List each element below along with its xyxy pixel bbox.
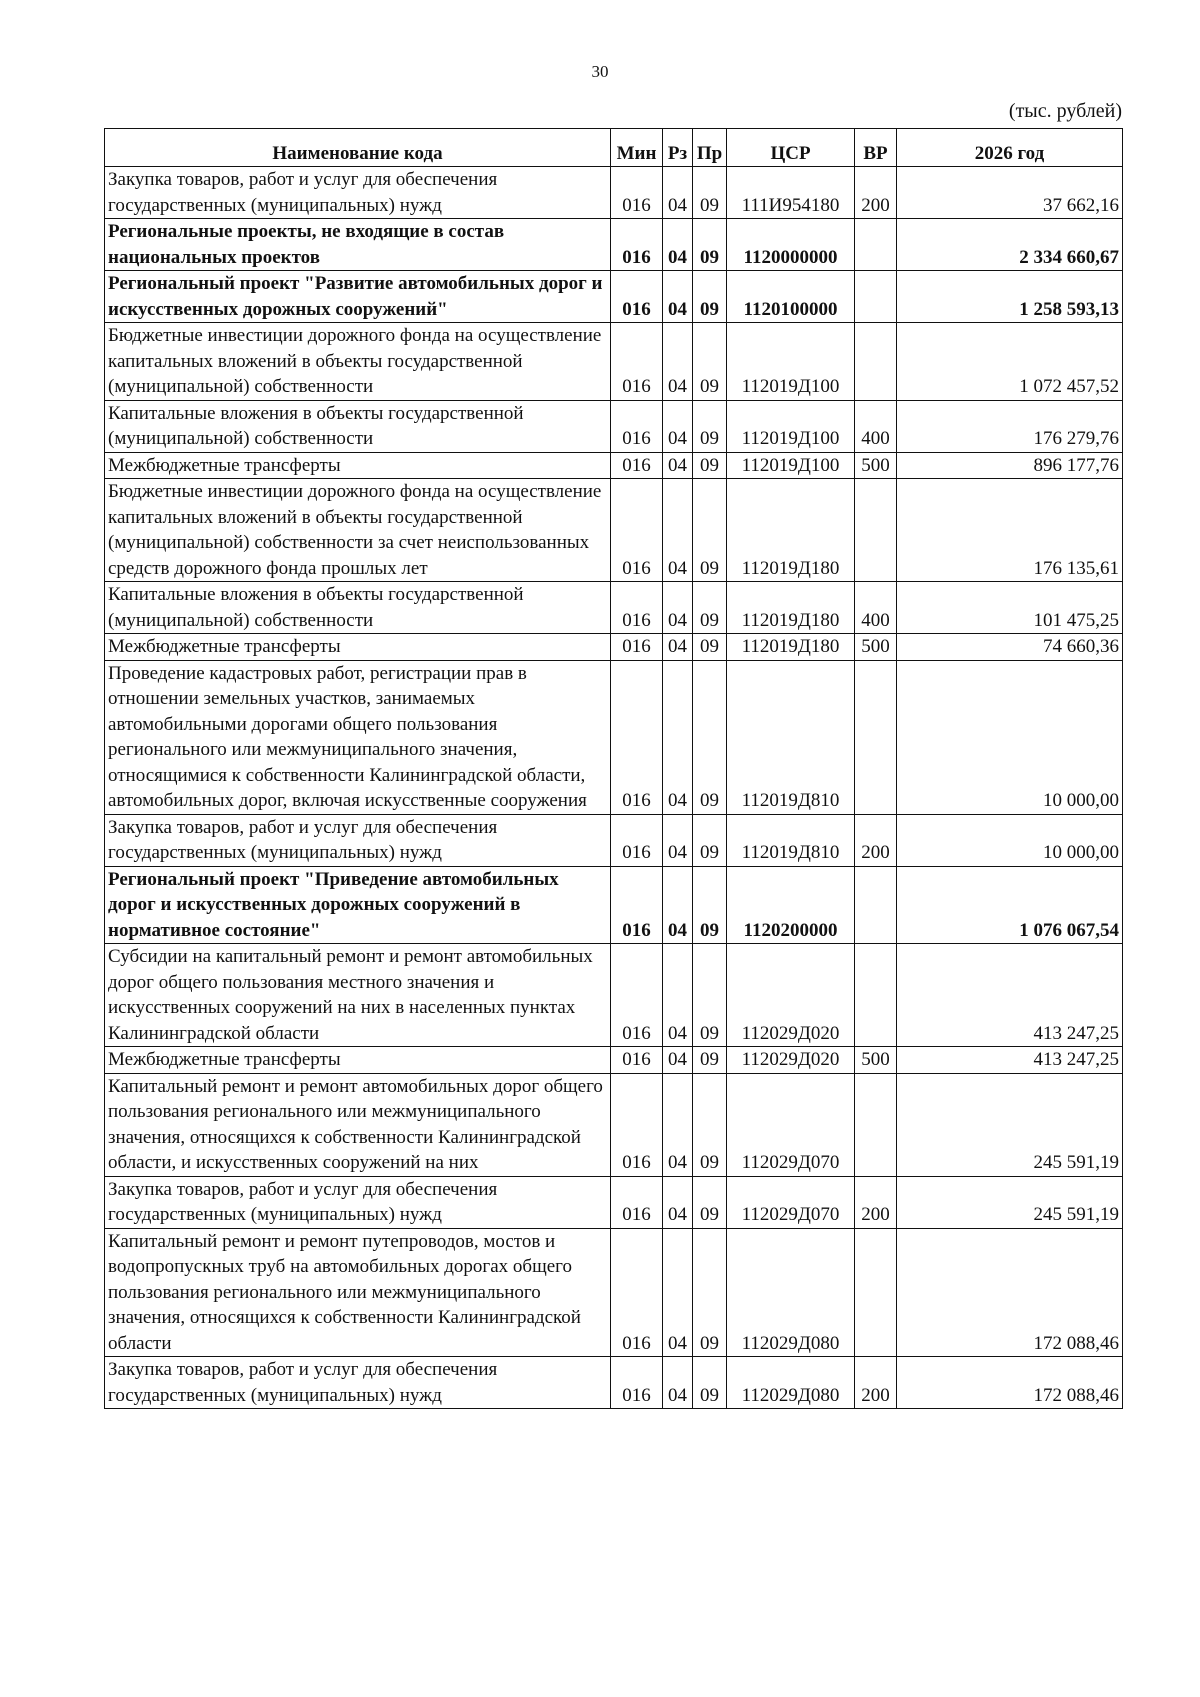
table-row <box>105 167 1123 219</box>
row-name: Капитальные вложения в объекты государственной (муниципальной) собственности <box>105 400 611 452</box>
row-csr: 1120200000 <box>727 866 855 944</box>
row-name: Закупка товаров, работ и услуг для обеспечения государственных (муниципальных) нужд <box>105 1176 611 1228</box>
row-csr: 112029Д080 <box>727 1357 855 1409</box>
row-amount: 101 475,25 <box>897 582 1123 634</box>
column-header-csr: ЦСР <box>727 129 855 167</box>
row-amount: 37 662,16 <box>897 167 1123 219</box>
row-rz: 04 <box>663 814 693 866</box>
row-amount: 172 088,46 <box>897 1228 1123 1357</box>
row-name: Региональный проект "Приведение автомобильных дорог и искусственных дорожных сооружений в нормативное состояние" <box>105 866 611 944</box>
row-name: Закупка товаров, работ и услуг для обеспечения государственных (муниципальных) нужд <box>105 1357 611 1409</box>
row-pr: 09 <box>693 814 727 866</box>
column-header-amount: 2026 год <box>897 129 1123 167</box>
row-rz: 04 <box>663 1228 693 1357</box>
row-amount: 172 088,46 <box>897 1357 1123 1409</box>
row-min: 016 <box>611 167 663 219</box>
row-rz: 04 <box>663 452 693 479</box>
row-amount: 10 000,00 <box>897 660 1123 814</box>
column-header-min: Мин <box>611 129 663 167</box>
table-row <box>105 1176 1123 1228</box>
budget-table <box>104 128 1123 1409</box>
row-pr: 09 <box>693 1357 727 1409</box>
row-name: Закупка товаров, работ и услуг для обеспечения государственных (муниципальных) нужд <box>105 167 611 219</box>
row-pr: 09 <box>693 400 727 452</box>
row-rz: 04 <box>663 271 693 323</box>
column-header-name: Наименование кода <box>105 129 611 167</box>
table-row <box>105 582 1123 634</box>
row-csr: 1120000000 <box>727 219 855 271</box>
row-amount: 245 591,19 <box>897 1176 1123 1228</box>
row-name: Капитальный ремонт и ремонт путепроводов, мостов и водопропускных труб на автомобильных дорогах общего пользования регионального или межмуниципального значения, относящихся к собственности Калининградской области <box>105 1228 611 1357</box>
row-vr: 200 <box>855 1176 897 1228</box>
row-csr: 112029Д070 <box>727 1073 855 1176</box>
row-csr: 1120100000 <box>727 271 855 323</box>
column-header-rz: Рз <box>663 129 693 167</box>
row-vr: 500 <box>855 1047 897 1074</box>
row-min: 016 <box>611 660 663 814</box>
row-rz: 04 <box>663 866 693 944</box>
row-rz: 04 <box>663 400 693 452</box>
row-rz: 04 <box>663 1176 693 1228</box>
row-pr: 09 <box>693 271 727 323</box>
row-min: 016 <box>611 1357 663 1409</box>
row-vr <box>855 944 897 1047</box>
row-min: 016 <box>611 634 663 661</box>
row-amount: 1 072 457,52 <box>897 323 1123 401</box>
table-row <box>105 400 1123 452</box>
row-vr <box>855 219 897 271</box>
row-rz: 04 <box>663 1073 693 1176</box>
table-row <box>105 866 1123 944</box>
row-vr: 200 <box>855 1357 897 1409</box>
row-pr: 09 <box>693 219 727 271</box>
row-rz: 04 <box>663 634 693 661</box>
row-pr: 09 <box>693 944 727 1047</box>
row-min: 016 <box>611 814 663 866</box>
row-pr: 09 <box>693 167 727 219</box>
row-amount: 176 135,61 <box>897 479 1123 582</box>
row-min: 016 <box>611 1176 663 1228</box>
table-row <box>105 1047 1123 1074</box>
row-name: Проведение кадастровых работ, регистрации прав в отношении земельных участков, занимаемых автомобильными дорогами общего пользования регионального или межмуниципального значения, относящимися к собственности Калининградской области, автомобильных дорог, включая искусственные сооружения <box>105 660 611 814</box>
row-pr: 09 <box>693 452 727 479</box>
row-pr: 09 <box>693 660 727 814</box>
row-min: 016 <box>611 1228 663 1357</box>
row-min: 016 <box>611 944 663 1047</box>
column-header-vr: ВР <box>855 129 897 167</box>
row-vr <box>855 271 897 323</box>
table-row <box>105 219 1123 271</box>
row-min: 016 <box>611 323 663 401</box>
row-csr: 112019Д810 <box>727 814 855 866</box>
row-pr: 09 <box>693 1228 727 1357</box>
row-rz: 04 <box>663 323 693 401</box>
row-vr <box>855 1228 897 1357</box>
units-label: (тыс. рублей) <box>1008 100 1122 122</box>
row-min: 016 <box>611 1073 663 1176</box>
row-csr: 112019Д100 <box>727 452 855 479</box>
table-row <box>105 814 1123 866</box>
row-vr <box>855 323 897 401</box>
row-min: 016 <box>611 866 663 944</box>
row-csr: 112019Д180 <box>727 582 855 634</box>
row-min: 016 <box>611 400 663 452</box>
row-min: 016 <box>611 1047 663 1074</box>
row-vr: 500 <box>855 634 897 661</box>
row-amount: 413 247,25 <box>897 1047 1123 1074</box>
row-name: Субсидии на капитальный ремонт и ремонт автомобильных дорог общего пользования местного значения и искусственных сооружений на них в населенных пунктах Калининградской области <box>105 944 611 1047</box>
row-pr: 09 <box>693 1047 727 1074</box>
row-name: Бюджетные инвестиции дорожного фонда на осуществление капитальных вложений в объекты государственной (муниципальной) собственности <box>105 323 611 401</box>
row-pr: 09 <box>693 634 727 661</box>
table-row <box>105 634 1123 661</box>
row-csr: 112019Д100 <box>727 323 855 401</box>
table-row <box>105 271 1123 323</box>
row-csr: 112029Д070 <box>727 1176 855 1228</box>
row-min: 016 <box>611 582 663 634</box>
row-rz: 04 <box>663 1047 693 1074</box>
row-csr: 112019Д180 <box>727 479 855 582</box>
row-amount: 896 177,76 <box>897 452 1123 479</box>
row-rz: 04 <box>663 660 693 814</box>
row-amount: 2 334 660,67 <box>897 219 1123 271</box>
row-pr: 09 <box>693 1176 727 1228</box>
row-vr <box>855 479 897 582</box>
table-row <box>105 1228 1123 1357</box>
row-vr: 400 <box>855 582 897 634</box>
table-row <box>105 944 1123 1047</box>
row-name: Региональные проекты, не входящие в состав национальных проектов <box>105 219 611 271</box>
row-rz: 04 <box>663 167 693 219</box>
row-csr: 112019Д180 <box>727 634 855 661</box>
row-min: 016 <box>611 479 663 582</box>
table-row <box>105 1357 1123 1409</box>
column-header-pr: Пр <box>693 129 727 167</box>
table-header-row <box>105 129 1123 167</box>
row-amount: 1 076 067,54 <box>897 866 1123 944</box>
row-vr <box>855 660 897 814</box>
row-vr: 500 <box>855 452 897 479</box>
row-pr: 09 <box>693 582 727 634</box>
row-name: Капитальный ремонт и ремонт автомобильных дорог общего пользования регионального или межмуниципального значения, относящихся к собственности Калининградской области, и искусственных сооружений на них <box>105 1073 611 1176</box>
row-csr: 112019Д100 <box>727 400 855 452</box>
row-pr: 09 <box>693 866 727 944</box>
row-amount: 245 591,19 <box>897 1073 1123 1176</box>
row-name: Межбюджетные трансферты <box>105 1047 611 1074</box>
row-pr: 09 <box>693 479 727 582</box>
table-row <box>105 1073 1123 1176</box>
row-vr <box>855 1073 897 1176</box>
row-name: Региональный проект "Развитие автомобильных дорог и искусственных дорожных сооружений" <box>105 271 611 323</box>
row-name: Закупка товаров, работ и услуг для обеспечения государственных (муниципальных) нужд <box>105 814 611 866</box>
page-number: 30 <box>591 62 609 81</box>
row-rz: 04 <box>663 944 693 1047</box>
table-row <box>105 323 1123 401</box>
row-csr: 112019Д810 <box>727 660 855 814</box>
row-vr: 200 <box>855 167 897 219</box>
row-min: 016 <box>611 219 663 271</box>
row-amount: 1 258 593,13 <box>897 271 1123 323</box>
row-amount: 10 000,00 <box>897 814 1123 866</box>
row-vr: 200 <box>855 814 897 866</box>
table-row <box>105 452 1123 479</box>
row-amount: 74 660,36 <box>897 634 1123 661</box>
row-min: 016 <box>611 271 663 323</box>
row-rz: 04 <box>663 219 693 271</box>
row-csr: 111И954180 <box>727 167 855 219</box>
row-min: 016 <box>611 452 663 479</box>
row-amount: 176 279,76 <box>897 400 1123 452</box>
row-pr: 09 <box>693 1073 727 1176</box>
row-csr: 112029Д080 <box>727 1228 855 1357</box>
row-name: Бюджетные инвестиции дорожного фонда на осуществление капитальных вложений в объекты государственной (муниципальной) собственности за счет неиспользованных средств дорожного фонда прошлых лет <box>105 479 611 582</box>
row-name: Межбюджетные трансферты <box>105 634 611 661</box>
table-row <box>105 660 1123 814</box>
row-rz: 04 <box>663 1357 693 1409</box>
row-vr: 400 <box>855 400 897 452</box>
row-name: Межбюджетные трансферты <box>105 452 611 479</box>
row-vr <box>855 866 897 944</box>
table-row <box>105 479 1123 582</box>
row-csr: 112029Д020 <box>727 1047 855 1074</box>
row-rz: 04 <box>663 582 693 634</box>
row-pr: 09 <box>693 323 727 401</box>
row-rz: 04 <box>663 479 693 582</box>
row-amount: 413 247,25 <box>897 944 1123 1047</box>
row-csr: 112029Д020 <box>727 944 855 1047</box>
row-name: Капитальные вложения в объекты государственной (муниципальной) собственности <box>105 582 611 634</box>
